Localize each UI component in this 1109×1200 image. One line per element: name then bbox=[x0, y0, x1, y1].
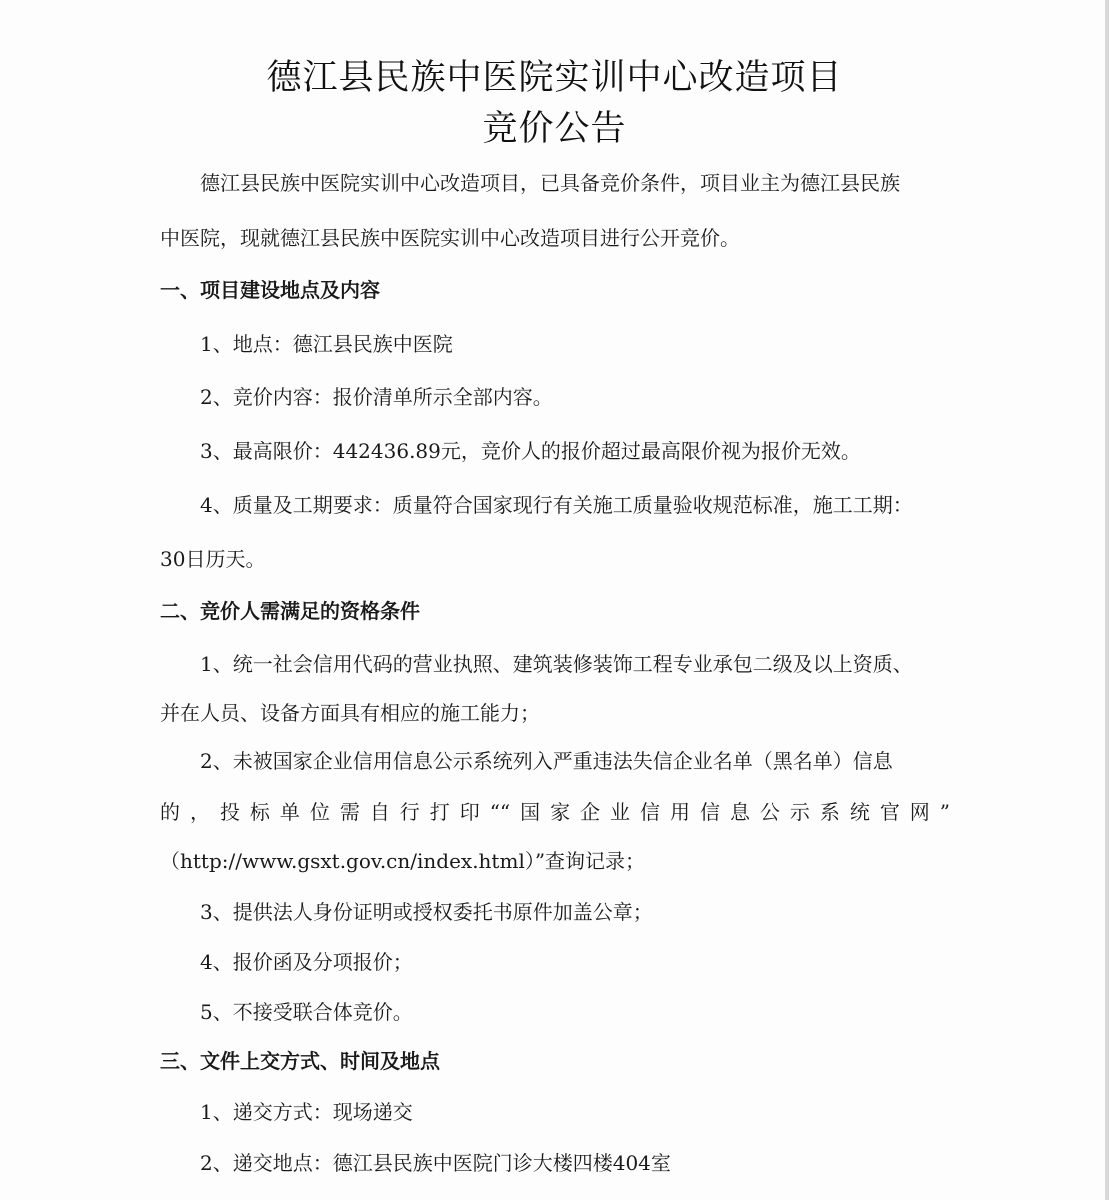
scan-edge bbox=[1105, 0, 1109, 1200]
section-1-item-location: 1、地点：德江县民族中医院 bbox=[200, 332, 453, 356]
section-1-item-quality: 4、质量及工期要求：质量符合国家现行有关施工质量验收规范标准，施工工期： bbox=[200, 493, 913, 517]
intro-line-1: 德江县民族中医院实训中心改造项目，已具备竞价条件，项目业主为德江县民族 bbox=[200, 171, 900, 195]
section-3-item-method: 1、递交方式：现场递交 bbox=[200, 1100, 413, 1124]
section-2-item-3: 3、提供法人身份证明或授权委托书原件加盖公章； bbox=[200, 900, 653, 924]
section-2-item-1: 1、统一社会信用代码的营业执照、建筑装修装饰工程专业承包二级及以上资质、 bbox=[200, 652, 913, 676]
section-3-heading: 三、文件上交方式、时间及地点 bbox=[160, 1049, 440, 1073]
document-title: 德江县民族中医院实训中心改造项目 bbox=[266, 58, 843, 98]
section-1-item-price-cap: 3、最高限价：442436.89元，竞价人的报价超过最高限价视为报价无效。 bbox=[200, 439, 861, 463]
section-2-item-5: 5、不接受联合体竞价。 bbox=[200, 1000, 413, 1024]
section-1-item-content: 2、竞价内容：报价清单所示全部内容。 bbox=[200, 385, 553, 409]
document-subtitle: 竞价公告 bbox=[482, 109, 627, 149]
section-2-item-2-cont: 的，投标单位需自行打印““国家企业信用信息公示系统官网” bbox=[160, 800, 950, 824]
section-1-item-duration: 30日历天。 bbox=[160, 547, 266, 571]
section-2-item-2-url: （http://www.gsxt.gov.cn/index.html）”查询记录； bbox=[160, 849, 646, 873]
section-2-heading: 二、竞价人需满足的资格条件 bbox=[160, 599, 420, 623]
section-2-item-1-cont: 并在人员、设备方面具有相应的施工能力； bbox=[160, 701, 540, 725]
section-2-item-4: 4、报价函及分项报价； bbox=[200, 950, 413, 974]
section-2-item-2: 2、未被国家企业信用信息公示系统列入严重违法失信企业名单（黑名单）信息 bbox=[200, 749, 893, 773]
intro-line-2: 中医院，现就德江县民族中医院实训中心改造项目进行公开竞价。 bbox=[160, 226, 740, 250]
section-1-heading: 一、项目建设地点及内容 bbox=[160, 278, 380, 302]
section-3-item-place: 2、递交地点：德江县民族中医院门诊大楼四楼404室 bbox=[200, 1151, 671, 1175]
